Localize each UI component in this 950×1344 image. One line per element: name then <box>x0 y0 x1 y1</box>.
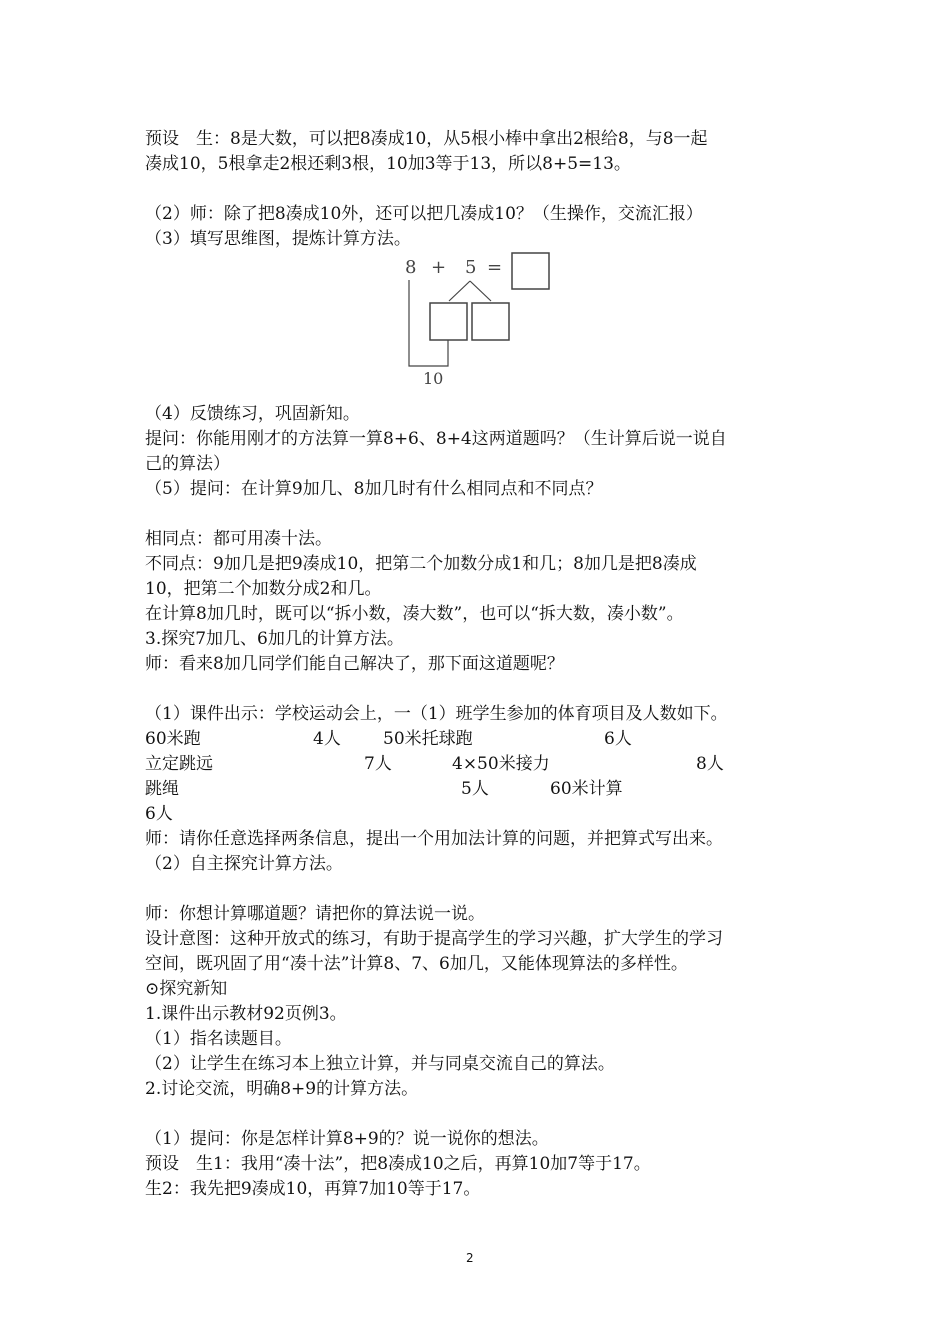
line-18: 师：你想计算哪道题？请把你的算法说一说。 <box>145 904 485 924</box>
line-23: （1）指名读题目。 <box>145 1029 292 1049</box>
line-7: （5）提问：在计算9加几、8加几时有什么相同点和不同点？ <box>145 479 603 499</box>
line-1: 凑成10，5根拿走2根还剩3根，10加3等于13，所以8+5=13。 <box>145 154 631 174</box>
line-26: （1）提问：你是怎样计算8+9的？说一说你的想法。 <box>145 1129 549 1149</box>
line-28: 生2：我先把9凑成10，再算7加10等于17。 <box>145 1179 481 1199</box>
event-name-4: 跳绳 <box>145 779 179 799</box>
line-14: （1）课件出示：学校运动会上，一（1）班学生参加的体育项目及人数如下。 <box>145 704 728 724</box>
diagram-equals: = <box>487 257 503 278</box>
diagram-addend-b: 5 <box>465 257 477 278</box>
line-27: 预设 生1：我用“凑十法”，把8凑成10之后，再算10加7等于17。 <box>145 1154 651 1174</box>
diagram-result-box <box>512 253 549 289</box>
line-21: ⊙探究新知 <box>145 979 228 999</box>
line-25: 2.讨论交流，明确8+9的计算方法。 <box>145 1079 419 1099</box>
event-count-2: 7人 <box>364 754 392 774</box>
diagram-addend-a: 8 <box>405 257 417 278</box>
line-15: 6人 <box>145 804 173 824</box>
event-name-5: 60米计算 <box>550 779 623 799</box>
diagram-split-left <box>449 281 470 301</box>
diagram-part-box-1 <box>430 303 467 340</box>
diagram-bracket <box>409 280 448 366</box>
line-22: 1.课件出示教材92页例3。 <box>145 1004 347 1024</box>
line-19: 设计意图：这种开放式的练习，有助于提高学生的学习兴趣，扩大学生的学习 <box>145 929 723 949</box>
event-name-0: 60米跑 <box>145 729 201 749</box>
line-11: 在计算8加几时，既可以“拆小数，凑大数”，也可以“拆大数，凑小数”。 <box>145 604 684 624</box>
event-name-2: 立定跳远 <box>145 754 213 774</box>
line-10: 10，把第二个加数分成2和几。 <box>145 579 382 599</box>
line-4: （4）反馈练习，巩固新知。 <box>145 404 360 424</box>
line-20: 空间，既巩固了用“凑十法”计算8、7、6加几，又能体现算法的多样性。 <box>145 954 688 974</box>
event-count-4: 5人 <box>461 779 489 799</box>
event-name-1: 50米托球跑 <box>383 729 473 749</box>
diagram-ten: 10 <box>423 369 444 388</box>
line-6: 己的算法） <box>145 454 230 474</box>
line-5: 提问：你能用刚才的方法算一算8+6、8+4这两道题吗？（生计算后说一说自 <box>145 429 727 449</box>
diagram-split-right <box>470 281 491 301</box>
line-13: 师：看来8加几同学们能自己解决了，那下面这道题呢？ <box>145 654 564 674</box>
line-17: （2）自主探究计算方法。 <box>145 854 343 874</box>
line-0: 预设 生：8是大数，可以把8凑成10，从5根小棒中拿出2根给8，与8一起 <box>145 129 708 149</box>
event-count-3: 8人 <box>696 754 724 774</box>
diagram-part-box-2 <box>472 303 509 340</box>
line-16: 师：请你任意选择两条信息，提出一个用加法计算的问题，并把算式写出来。 <box>145 829 723 849</box>
event-name-3: 4×50米接力 <box>452 754 550 774</box>
page-number: 2 <box>466 1251 474 1265</box>
line-3: （3）填写思维图，提炼计算方法。 <box>145 229 411 249</box>
event-count-0: 4人 <box>313 729 341 749</box>
line-12: 3.探究7加几、6加几的计算方法。 <box>145 629 404 649</box>
diagram-plus: + <box>431 257 447 278</box>
line-24: （2）让学生在练习本上独立计算，并与同桌交流自己的算法。 <box>145 1054 615 1074</box>
line-9: 不同点：9加几是把9凑成10，把第二个加数分成1和几；8加几是把8凑成 <box>145 554 697 574</box>
line-8: 相同点：都可用凑十法。 <box>145 529 332 549</box>
thinking-diagram <box>395 248 565 388</box>
event-count-1: 6人 <box>604 729 632 749</box>
line-2: （2）师：除了把8凑成10外，还可以把几凑成10？（生操作，交流汇报） <box>145 204 703 224</box>
